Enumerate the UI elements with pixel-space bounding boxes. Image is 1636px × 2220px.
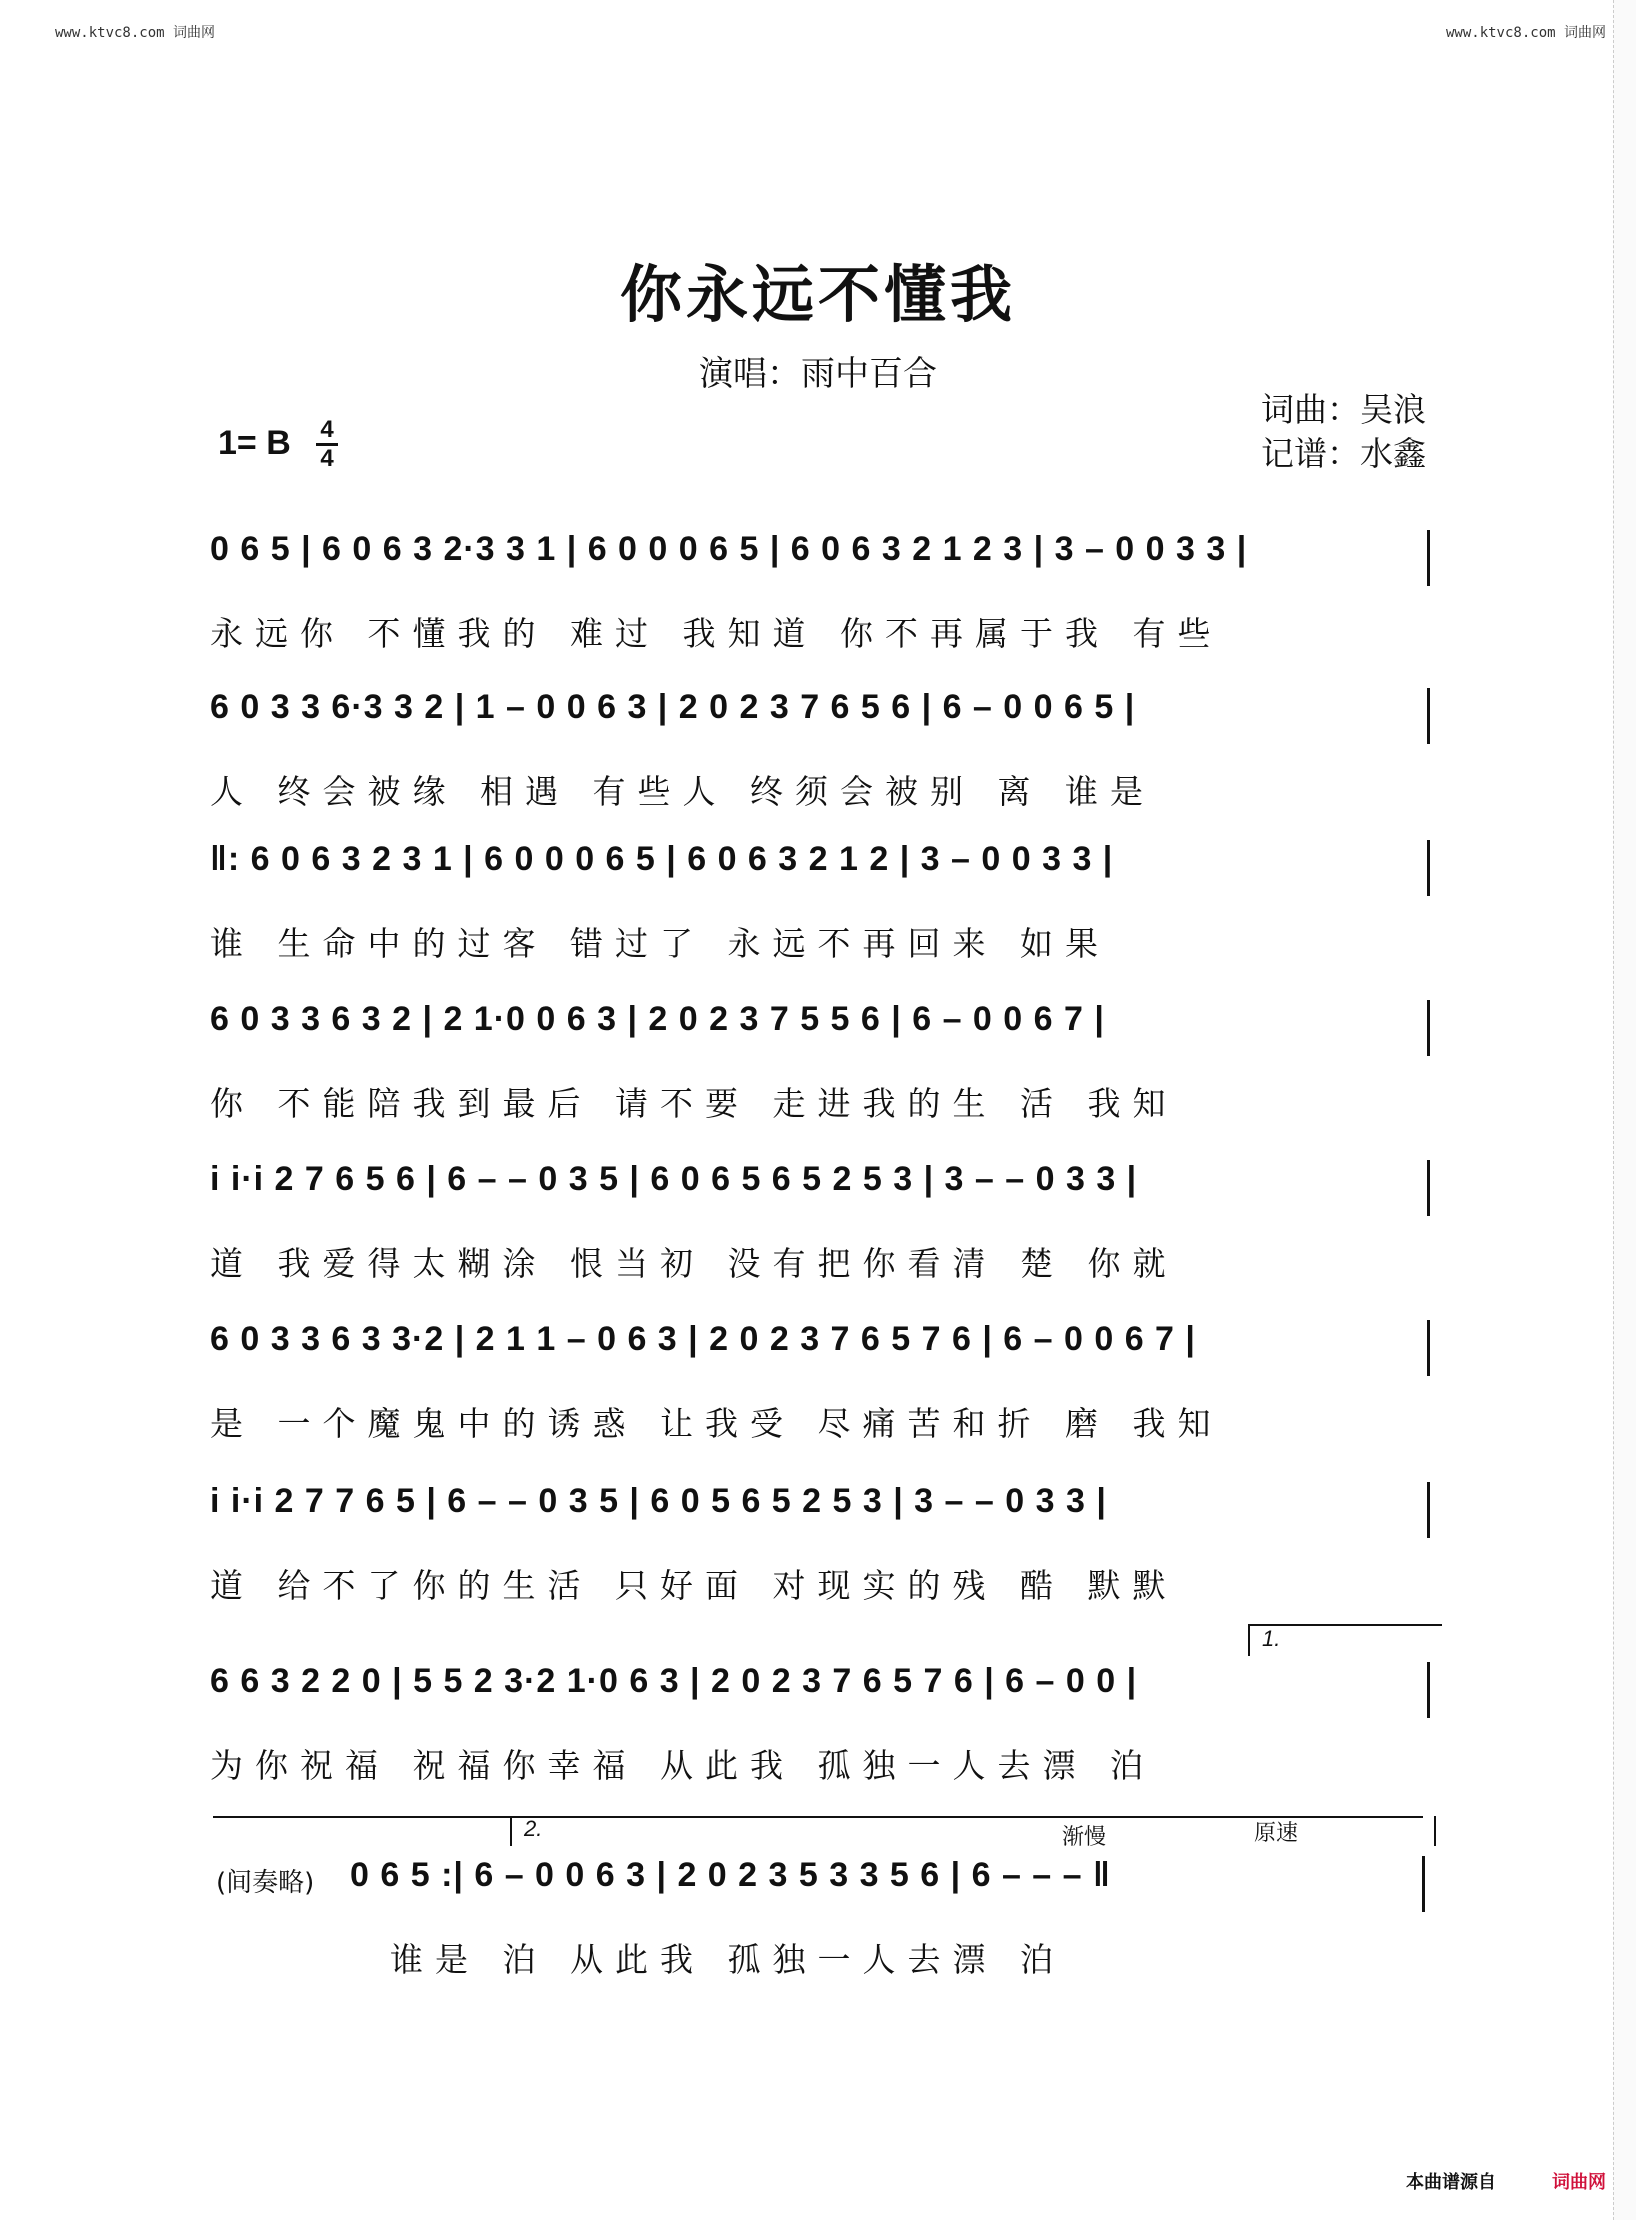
- time-signature-bottom: 4: [320, 445, 334, 472]
- score-system-8: [210, 1662, 1430, 1787]
- notation-line: 6 6 3 2 2 0 | 5 5 2 3·2 1·0 6 3 | 2 0 2 3 7 6 5 7 6 | 6 – 0 0 |: [210, 1662, 1430, 1718]
- site-watermark-left: www.ktvc8.com 词曲网: [55, 25, 216, 41]
- lyrics-line: 永远你 不懂我的 难过 我知道 你不再属于我 有些: [210, 614, 1223, 653]
- score-system-1: [210, 530, 1430, 655]
- lyrics-line: 为你祝福 祝福你幸福 从此我 孤独一人去漂 泊: [210, 1746, 1155, 1785]
- site-watermark-right: www.ktvc8.com 词曲网: [1445, 25, 1606, 41]
- score-system-6: [210, 1320, 1430, 1445]
- transcriber-credit: 记谱：水鑫: [1261, 434, 1426, 473]
- notation-line: 6 0 3 3 6 3 2 | 2 1·0 0 6 3 | 2 0 2 3 7 5 5 6 | 6 – 0 0 6 7 |: [210, 1000, 1430, 1056]
- lyrics-line: 你 不能陪我到最后 请不要 走进我的生 活 我知: [210, 1084, 1178, 1123]
- notation-line: i i·i 2 7 7 6 5 | 6 – – 0 3 5 | 6 0 5 6 5 2 5 3 | 3 – – 0 3 3 |: [210, 1482, 1430, 1538]
- time-signature-top: 4: [320, 416, 334, 443]
- lyrics-line: 道 给不了你的生活 只好面 对现实的残 酷 默默: [210, 1566, 1178, 1605]
- credits-block: [1261, 388, 1426, 476]
- lyrics-line: 谁 生命中的过客 错过了 永远不再回来 如果: [210, 924, 1110, 963]
- score-system-ending: [350, 1856, 1425, 1981]
- song-title: 你永远不懂我: [619, 258, 1016, 331]
- tempo-ritardando: 渐慢: [1062, 1825, 1107, 1850]
- lyrics-line: 道 我爱得太糊涂 恨当初 没有把你看清 楚 你就: [210, 1244, 1178, 1283]
- lyricist-composer-credit: 词曲：吴浪: [1261, 390, 1426, 429]
- notation-line: 6 0 3 3 6·3 3 2 | 1 – 0 0 6 3 | 2 0 2 3 7 6 5 6 | 6 – 0 0 6 5 |: [210, 688, 1430, 744]
- lyrics-line: 人 终会被缘 相遇 有些人 终须会被别 离 谁是: [210, 772, 1155, 811]
- score-system-7: [210, 1482, 1430, 1607]
- singer-credit: 演唱：雨中百合: [699, 354, 937, 394]
- notation-line: i i·i 2 7 6 5 6 | 6 – – 0 3 5 | 6 0 6 5 6 5 2 5 3 | 3 – – 0 3 3 |: [210, 1160, 1430, 1216]
- footer-source-text: 本曲谱源自: [1406, 2172, 1496, 2193]
- score-system-4: [210, 1000, 1430, 1125]
- lyrics-line: 谁是 泊 从此我 孤独一人去漂 泊: [390, 1940, 1065, 1979]
- notation-line: 6 0 3 3 6 3 3·2 | 2 1 1 – 0 6 3 | 2 0 2 3 7 6 5 7 6 | 6 – 0 0 6 7 |: [210, 1320, 1430, 1376]
- score-system-2: [210, 688, 1430, 813]
- tempo-a-tempo: 原速: [1254, 1821, 1299, 1846]
- footer-brand-link[interactable]: 词曲网: [1552, 2172, 1606, 2193]
- interlude-marker: (间奏略): [216, 1868, 315, 1898]
- notation-line: ‖: 6 0 6 3 2 3 1 | 6 0 0 0 6 5 | 6 0 6 3 2 1 2 | 3 – 0 0 3 3 |: [210, 840, 1430, 896]
- notation-line: 0 6 5 | 6 0 6 3 2·3 3 1 | 6 0 0 0 6 5 | 6 0 6 3 2 1 2 3 | 3 – 0 0 3 3 |: [210, 530, 1430, 586]
- score-system-3: [210, 840, 1430, 965]
- score-system-5: [210, 1160, 1430, 1285]
- second-ending-bracket: 2.: [510, 1816, 1436, 1846]
- time-signature: [316, 418, 338, 471]
- notation-line: 0 6 5 :| 6 – 0 0 6 3 | 2 0 2 3 5 3 3 5 6 | 6 – – – ‖: [350, 1856, 1425, 1912]
- first-ending-bracket: 1.: [1248, 1624, 1442, 1656]
- lyrics-line: 是 一个魔鬼中的诱惑 让我受 尽痛苦和折 磨 我知: [210, 1404, 1223, 1443]
- key-signature: 1= B: [218, 424, 291, 462]
